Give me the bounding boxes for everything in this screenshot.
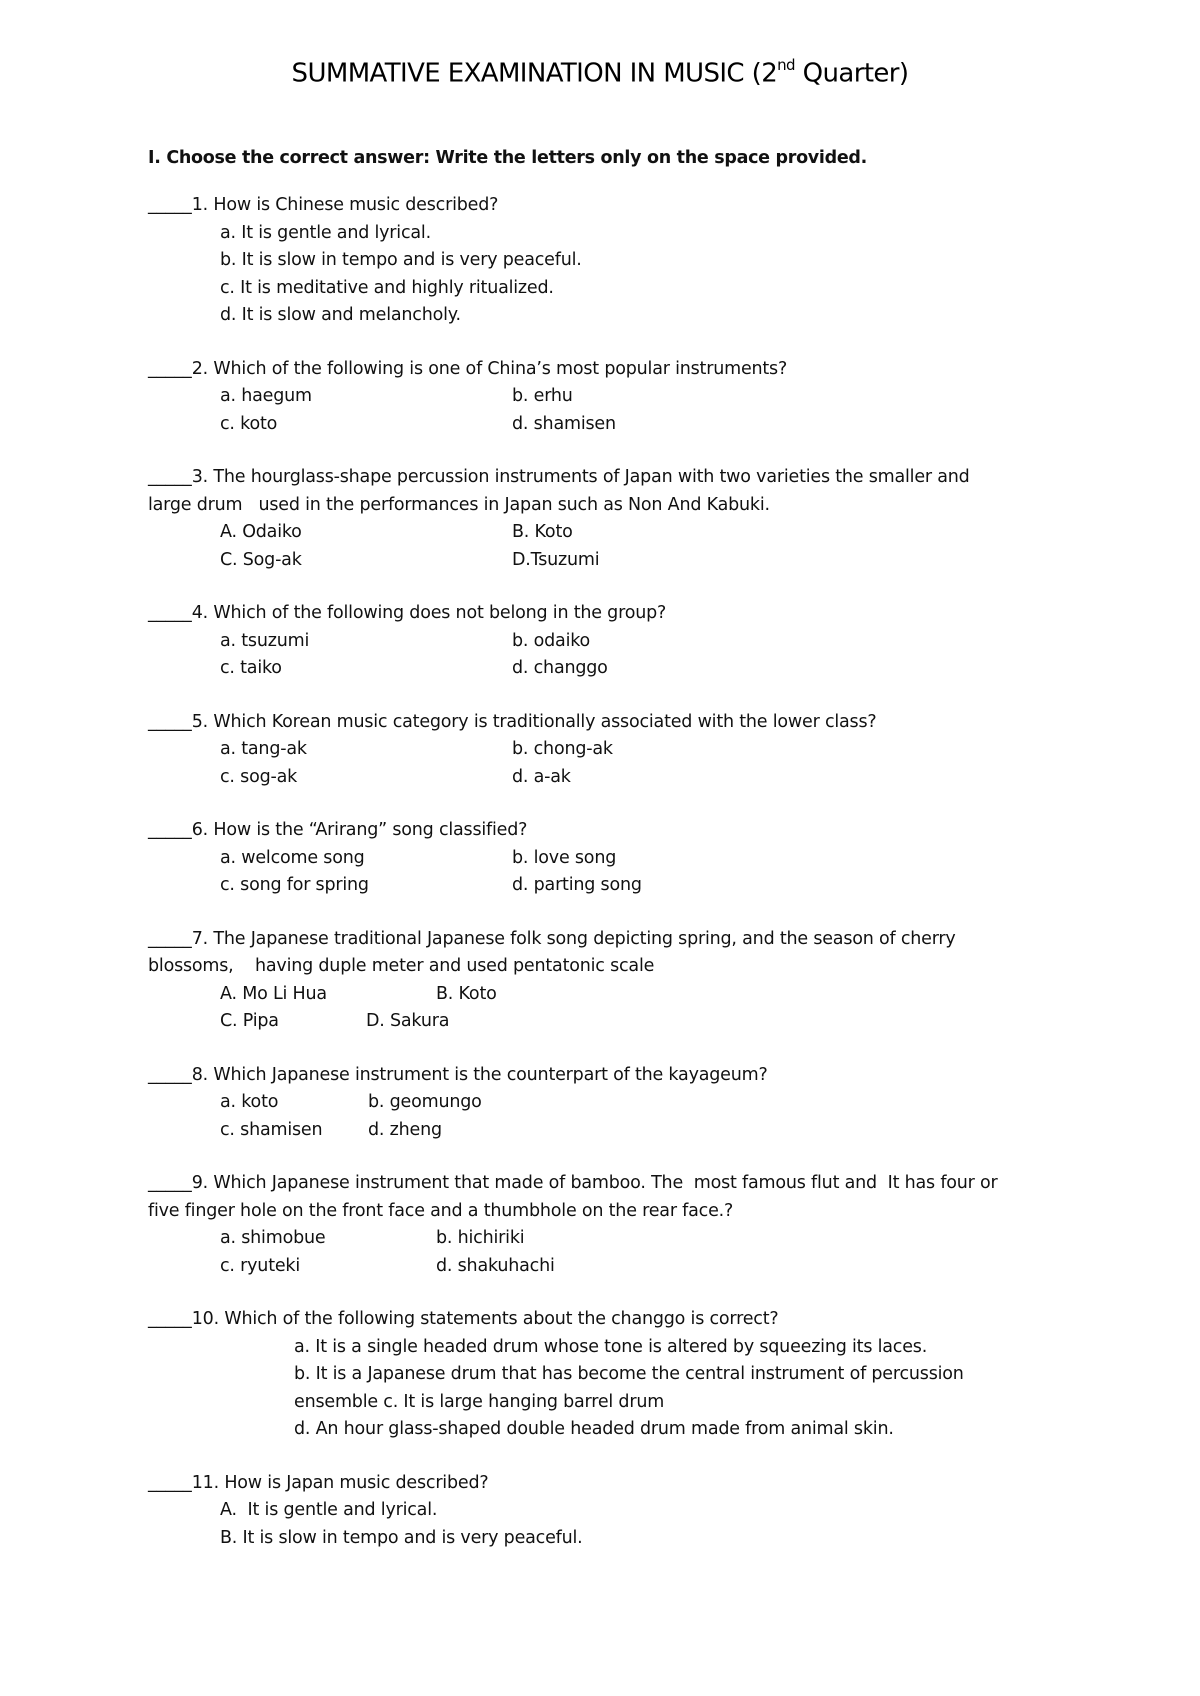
question-stem: _____10. Which of the following statements about the changgo is correct? bbox=[148, 1309, 779, 1329]
choice: c. koto bbox=[220, 413, 278, 434]
answer-blank[interactable]: _____ bbox=[148, 195, 192, 215]
choice: b. odaiko bbox=[512, 630, 591, 651]
answer-blank[interactable]: _____ bbox=[148, 820, 192, 840]
choice: a. It is gentle and lyrical. bbox=[220, 222, 431, 243]
question-stem: _____3. The hourglass-shape percussion instruments of Japan with two varieties the smaller and bbox=[148, 467, 970, 487]
choice: d. a-ak bbox=[512, 766, 571, 787]
choice: A. Odaiko bbox=[220, 522, 302, 542]
question-11 bbox=[148, 1470, 1078, 1553]
question-stem-continued: blossoms, having duple meter and used pentatonic scale bbox=[148, 956, 655, 976]
choice-row bbox=[148, 383, 1078, 411]
question-7 bbox=[148, 926, 1078, 1036]
question-stem: _____2. Which of the following is one of China’s most popular instruments? bbox=[148, 358, 788, 379]
choice-row bbox=[148, 764, 1078, 792]
question-8 bbox=[148, 1062, 1078, 1145]
question-stem-continued: large drum used in the performances in Japan such as Non And Kabuki. bbox=[148, 494, 770, 515]
question-stem: _____9. Which Japanese instrument that made of bamboo. The most famous flut and It has four or bbox=[148, 1173, 998, 1193]
choice: D. Sakura bbox=[366, 1011, 450, 1031]
answer-blank[interactable]: _____ bbox=[148, 1309, 192, 1329]
answer-blank[interactable]: _____ bbox=[148, 603, 192, 623]
answer-blank[interactable]: _____ bbox=[148, 711, 192, 732]
choice: a. tsuzumi bbox=[220, 630, 310, 651]
choice: B. Koto bbox=[512, 522, 573, 542]
question-4 bbox=[148, 600, 1078, 683]
choice-row bbox=[148, 628, 1078, 656]
choice: d. An hour glass-shaped double headed drum made from animal skin. bbox=[294, 1419, 894, 1439]
choice: b. chong-ak bbox=[512, 739, 613, 759]
question-9 bbox=[148, 1170, 1078, 1280]
choice-row bbox=[148, 411, 1078, 439]
choice: d. shamisen bbox=[512, 413, 616, 434]
answer-blank[interactable]: _____ bbox=[148, 1173, 192, 1193]
choice-row bbox=[148, 981, 1078, 1009]
choice-row bbox=[148, 547, 1078, 575]
choice: a. welcome song bbox=[220, 847, 365, 868]
choice: d. zheng bbox=[368, 1119, 442, 1140]
choice: a. It is a single headed drum whose tone is altered by squeezing its laces. bbox=[294, 1336, 928, 1357]
choice: c. sog-ak bbox=[220, 766, 298, 787]
instruction-heading: I. Choose the correct answer: Write the letters only on the space provided. bbox=[148, 148, 867, 168]
choice: b. It is a Japanese drum that has become the central instrument of percussion ensemble c. It is large hanging barrel drum bbox=[294, 1364, 964, 1412]
choice: c. shamisen bbox=[220, 1119, 323, 1140]
choice-row bbox=[148, 1117, 1078, 1145]
question-5 bbox=[148, 709, 1078, 792]
choice: c. ryuteki bbox=[220, 1255, 301, 1276]
choice: b. geomungo bbox=[368, 1092, 482, 1112]
answer-blank[interactable]: _____ bbox=[148, 467, 192, 487]
question-3 bbox=[148, 464, 1078, 574]
choice: C. Pipa bbox=[220, 1011, 279, 1031]
choice-row bbox=[148, 736, 1078, 764]
question-stem: _____6. How is the “Arirang” song classified? bbox=[148, 820, 528, 840]
choice-row bbox=[148, 519, 1078, 547]
answer-blank[interactable]: _____ bbox=[148, 1472, 192, 1493]
choice-row bbox=[148, 1253, 1078, 1281]
choice-row bbox=[148, 655, 1078, 683]
page-title: SUMMATIVE EXAMINATION IN MUSIC (2nd Quarter) bbox=[291, 56, 909, 89]
choice-row bbox=[148, 1089, 1078, 1117]
choice: d. parting song bbox=[512, 875, 642, 895]
choice: b. erhu bbox=[512, 386, 573, 406]
question-stem-continued: five finger hole on the front face and a thumbhole on the rear face.? bbox=[148, 1200, 734, 1221]
choice: d. changgo bbox=[512, 658, 608, 678]
choice: C. Sog-ak bbox=[220, 549, 302, 570]
choice: a. tang-ak bbox=[220, 739, 307, 759]
question-2 bbox=[148, 356, 1078, 439]
question-stem: _____7. The Japanese traditional Japanese folk song depicting spring, and the season of cherry bbox=[148, 928, 956, 949]
choice: D.Tsuzumi bbox=[512, 549, 600, 570]
choice-row bbox=[148, 872, 1078, 900]
answer-blank[interactable]: _____ bbox=[148, 358, 192, 379]
choice: a. koto bbox=[220, 1092, 279, 1112]
answer-blank[interactable]: _____ bbox=[148, 1064, 192, 1085]
question-stem: _____5. Which Korean music category is traditionally associated with the lower class? bbox=[148, 711, 877, 732]
choice-row bbox=[148, 1225, 1078, 1253]
choice: a. haegum bbox=[220, 386, 312, 406]
choice: d. It is slow and melancholy. bbox=[220, 305, 461, 325]
question-stem: _____11. How is Japan music described? bbox=[148, 1472, 489, 1493]
choice: b. hichiriki bbox=[436, 1228, 525, 1248]
question-stem: _____4. Which of the following does not belong in the group? bbox=[148, 603, 667, 623]
choice: B. Koto bbox=[436, 983, 497, 1004]
choice: b. love song bbox=[512, 847, 617, 868]
choice: c. taiko bbox=[220, 658, 282, 678]
question-10 bbox=[148, 1306, 1078, 1444]
choice: a. shimobue bbox=[220, 1228, 326, 1248]
choice: A. Mo Li Hua bbox=[220, 983, 327, 1004]
choice: b. It is slow in tempo and is very peaceful. bbox=[220, 250, 582, 270]
choice-row bbox=[148, 1008, 1078, 1036]
choice: c. song for spring bbox=[220, 875, 369, 895]
question-stem: _____8. Which Japanese instrument is the counterpart of the kayageum? bbox=[148, 1064, 768, 1085]
choice: d. shakuhachi bbox=[436, 1255, 555, 1276]
question-stem: _____1. How is Chinese music described? bbox=[148, 195, 499, 215]
choice-row bbox=[148, 845, 1078, 873]
question-1 bbox=[148, 192, 1078, 330]
answer-blank[interactable]: _____ bbox=[148, 928, 192, 949]
choice: B. It is slow in tempo and is very peaceful. bbox=[220, 1527, 583, 1548]
question-6 bbox=[148, 817, 1078, 900]
choice: A. It is gentle and lyrical. bbox=[220, 1500, 438, 1520]
questions-list bbox=[148, 192, 1078, 1578]
choice: c. It is meditative and highly ritualized. bbox=[220, 277, 554, 298]
